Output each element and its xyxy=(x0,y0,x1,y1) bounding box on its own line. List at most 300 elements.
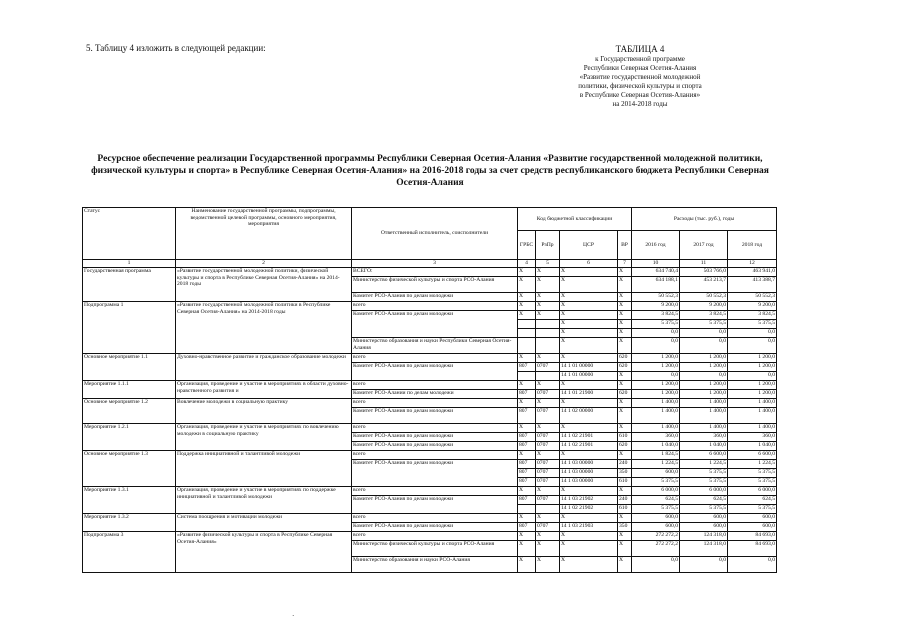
row-name: «Развитие физической культуры и спорта в Республике Северная Осетия-Алания» xyxy=(176,532,352,573)
cell-grbs: 807 xyxy=(518,478,536,487)
header-name: Наименование государственной программы, подпрограммы, ведомственной целевой программы, основного мероприятия, мероприятия xyxy=(176,208,352,260)
cell-2016: 1 200,0 xyxy=(632,354,680,363)
cell-csr: X xyxy=(560,557,618,573)
cell-grbs: X xyxy=(518,514,536,523)
cell-2016: 5 375,5 xyxy=(632,505,680,514)
cell-vr: 350 xyxy=(618,469,632,478)
table-row xyxy=(83,451,777,460)
column-number: 3 xyxy=(352,260,518,268)
row-name: Духовно-нравственное развитие и гражданское образование молодежи xyxy=(176,354,352,381)
cell-grbs xyxy=(518,372,536,381)
column-number: 2 xyxy=(176,260,352,268)
cell-rzpr: X xyxy=(536,424,560,433)
row-executor: Комитет РСО-Алания по делам молодежи xyxy=(352,408,518,424)
header-2018: 2018 год xyxy=(728,231,777,260)
cell-rzpr: 0707 xyxy=(536,496,560,505)
cell-rzpr: X xyxy=(536,514,560,523)
row-name: Система поощрения и мотивации молодежи xyxy=(176,514,352,532)
row-executor: Комитет РСО-Алания по делам молодежи xyxy=(352,433,518,442)
cell-rzpr: 0707 xyxy=(536,469,560,478)
cell-2018: 1 400,0 xyxy=(728,424,777,433)
cell-2016: 272 272,2 xyxy=(632,541,680,557)
cell-grbs: X xyxy=(518,557,536,573)
cell-grbs: X xyxy=(518,487,536,496)
intro-text: 5. Таблицу 4 изложить в следующей редакции: xyxy=(86,43,266,53)
cell-2016: 3 824,5 xyxy=(632,311,680,320)
cell-2017: 5 375,5 xyxy=(680,478,728,487)
cell-csr: X xyxy=(560,424,618,433)
cell-rzpr: 0707 xyxy=(536,442,560,451)
cell-2018: 0,0 xyxy=(728,329,777,338)
cell-vr: X xyxy=(618,293,632,302)
cell-2017: 600,0 xyxy=(680,514,728,523)
cell-csr: X xyxy=(560,320,618,329)
row-name: Организация, проведение и участие в мероприятиях в области духовно-нравственного развития и xyxy=(176,381,352,399)
cell-vr: X xyxy=(618,381,632,390)
cell-rzpr: X xyxy=(536,532,560,541)
header-status: Статус xyxy=(83,208,176,260)
column-number: 5 xyxy=(536,260,560,268)
header-grbs: ГРБС xyxy=(518,231,536,260)
row-executor: всего xyxy=(352,399,518,408)
cell-grbs: X xyxy=(518,424,536,433)
cell-2017: 1 200,0 xyxy=(680,381,728,390)
cell-grbs: 807 xyxy=(518,433,536,442)
cell-2017: 5 375,5 xyxy=(680,320,728,329)
cell-2017: 124 318,0 xyxy=(680,532,728,541)
cell-grbs: 807 xyxy=(518,460,536,469)
table-row xyxy=(83,302,777,311)
table-ref-line: «Развитие государственной молодежной xyxy=(579,73,701,81)
row-executor: Комитет РСО-Алания по делам молодежи xyxy=(352,460,518,487)
row-executor: всего xyxy=(352,487,518,496)
cell-2018: 0,0 xyxy=(728,338,777,354)
cell-grbs: 807 xyxy=(518,523,536,532)
cell-rzpr xyxy=(536,505,560,514)
header-expenses: Расходы (тыс. руб.), годы xyxy=(632,208,777,231)
table-number: ТАБЛИЦА 4 xyxy=(615,44,665,54)
row-status: Основное мероприятие 1.2 xyxy=(83,399,176,424)
cell-2018: 1 200,0 xyxy=(728,390,777,399)
row-name: Организация, проведение и участие в мероприятиях по вовлечению молодежи в социальную практику xyxy=(176,424,352,451)
cell-2018: 1 200,0 xyxy=(728,363,777,372)
cell-grbs: X xyxy=(518,302,536,311)
cell-grbs xyxy=(518,505,536,514)
header-2017: 2017 год xyxy=(680,231,728,260)
table-ref-line: Республики Северная Осетия-Алания xyxy=(583,64,697,72)
cell-rzpr xyxy=(536,338,560,354)
cell-2017: 453 213,7 xyxy=(680,277,728,293)
cell-csr: X xyxy=(560,311,618,320)
cell-vr: X xyxy=(618,329,632,338)
header-budget-code: Код бюджетной классификации xyxy=(518,208,632,231)
cell-2016: 600,0 xyxy=(632,523,680,532)
column-number: 1 xyxy=(83,260,176,268)
cell-2016: 5 375,5 xyxy=(632,320,680,329)
cell-2016: 50 552,3 xyxy=(632,293,680,302)
cell-grbs: X xyxy=(518,354,536,363)
cell-2017: 5 375,5 xyxy=(680,469,728,478)
column-number: 12 xyxy=(728,260,777,268)
cell-2017: 624,5 xyxy=(680,496,728,505)
cell-vr: 620 xyxy=(618,442,632,451)
resource-table xyxy=(82,207,777,573)
cell-vr: 610 xyxy=(618,505,632,514)
cell-vr: X xyxy=(618,451,632,460)
cell-vr: X xyxy=(618,557,632,573)
cell-rzpr: 0707 xyxy=(536,408,560,424)
cell-2017: 360,0 xyxy=(680,433,728,442)
cell-rzpr xyxy=(536,372,560,381)
row-executor: Комитет РСО-Алания по делам молодежи xyxy=(352,442,518,451)
cell-csr: 14 1 03 00000 xyxy=(560,469,618,478)
cell-grbs: X xyxy=(518,293,536,302)
cell-csr: X xyxy=(560,329,618,338)
cell-2017: 1 040,0 xyxy=(680,442,728,451)
cell-vr: X xyxy=(618,487,632,496)
cell-2016: 1 040,0 xyxy=(632,442,680,451)
cell-rzpr: X xyxy=(536,311,560,320)
row-name: «Развитие государственной молодежной политики в Республике Северная Осетия-Алания» на 2014-2018 годы xyxy=(176,302,352,354)
row-status: Основное мероприятие 1.1 xyxy=(83,354,176,381)
row-executor: ВСЕГО: xyxy=(352,268,518,277)
cell-2018: 6 600,0 xyxy=(728,451,777,460)
cell-2016: 1 224,5 xyxy=(632,460,680,469)
cell-vr: 610 xyxy=(618,478,632,487)
cell-vr: X xyxy=(618,268,632,277)
cell-2016: 1 824,5 xyxy=(632,451,680,460)
cell-2018: 5 375,5 xyxy=(728,320,777,329)
table-row xyxy=(83,354,777,363)
column-number: 10 xyxy=(632,260,680,268)
row-executor: всего xyxy=(352,451,518,460)
table-ref-line: в Республике Северная Осетия-Алания» xyxy=(579,91,701,99)
cell-csr: 14 1 03 21902 xyxy=(560,496,618,505)
header-2016: 2016 год xyxy=(632,231,680,260)
cell-grbs: 807 xyxy=(518,408,536,424)
cell-2016: 6 000,0 xyxy=(632,487,680,496)
cell-2016: 1 400,0 xyxy=(632,408,680,424)
cell-grbs: X xyxy=(518,277,536,293)
cell-2017: 503 766,0 xyxy=(680,268,728,277)
cell-rzpr: X xyxy=(536,293,560,302)
row-status: Подпрограмма 1 xyxy=(83,302,176,354)
cell-2018: 413 388,7 xyxy=(728,277,777,293)
page-mark: · xyxy=(292,612,295,620)
cell-2017: 3 824,5 xyxy=(680,311,728,320)
cell-csr: X xyxy=(560,514,618,523)
cell-csr: X xyxy=(560,487,618,496)
row-executor: Комитет РСО-Алания по делам молодежи xyxy=(352,496,518,514)
cell-vr: X xyxy=(618,338,632,354)
cell-csr: 14 1 03 00000 xyxy=(560,460,618,469)
row-executor: всего xyxy=(352,514,518,523)
row-status: Мероприятие 1.3.2 xyxy=(83,514,176,532)
cell-rzpr: 0707 xyxy=(536,478,560,487)
row-executor: Комитет РСО-Алания по делам молодежи xyxy=(352,293,518,302)
cell-2018: 1 224,5 xyxy=(728,460,777,469)
row-executor: Комитет РСО-Алания по делам молодежи xyxy=(352,363,518,381)
cell-csr: 14 1 03 21903 xyxy=(560,523,618,532)
cell-2016: 634 740,4 xyxy=(632,268,680,277)
cell-grbs: X xyxy=(518,532,536,541)
cell-2018: 1 400,0 xyxy=(728,408,777,424)
cell-rzpr: 0707 xyxy=(536,523,560,532)
cell-2016: 1 200,0 xyxy=(632,390,680,399)
cell-2017: 5 375,5 xyxy=(680,505,728,514)
cell-csr: X xyxy=(560,338,618,354)
cell-2017: 1 224,5 xyxy=(680,460,728,469)
column-number: 7 xyxy=(618,260,632,268)
cell-2017: 600,0 xyxy=(680,523,728,532)
row-name: Поддержка инициативной и талантливой молодежи xyxy=(176,451,352,487)
cell-rzpr: X xyxy=(536,541,560,557)
cell-2016: 1 200,0 xyxy=(632,381,680,390)
cell-2016: 0,0 xyxy=(632,557,680,573)
cell-2018: 600,0 xyxy=(728,523,777,532)
row-executor: всего xyxy=(352,354,518,363)
cell-vr: 620 xyxy=(618,363,632,372)
cell-vr: 620 xyxy=(618,390,632,399)
cell-csr: X xyxy=(560,532,618,541)
table-reference-block xyxy=(540,43,740,109)
cell-2017: 6 600,0 xyxy=(680,451,728,460)
table-row xyxy=(83,399,777,408)
table-header-row xyxy=(83,208,777,231)
cell-2017: 9 200,0 xyxy=(680,302,728,311)
row-executor: Министерство физической культуры и спорта РСО-Алания xyxy=(352,277,518,293)
cell-2017: 124 318,0 xyxy=(680,541,728,557)
cell-2016: 1 400,0 xyxy=(632,424,680,433)
cell-2016: 624,5 xyxy=(632,496,680,505)
row-status: Мероприятие 1.3.1 xyxy=(83,487,176,514)
cell-csr: 14 1 02 00000 xyxy=(560,408,618,424)
cell-2016: 0,0 xyxy=(632,338,680,354)
cell-2018: 1 040,0 xyxy=(728,442,777,451)
cell-grbs: X xyxy=(518,311,536,320)
row-name: Организация, проведение и участие в мероприятиях по поддержке инициативной и талантливой молодежи xyxy=(176,487,352,514)
cell-2018: 84 693,0 xyxy=(728,541,777,557)
cell-csr: X xyxy=(560,354,618,363)
cell-2018: 600,0 xyxy=(728,514,777,523)
cell-rzpr xyxy=(536,329,560,338)
cell-csr: 14 1 02 21902 xyxy=(560,505,618,514)
cell-2017: 1 200,0 xyxy=(680,354,728,363)
cell-vr: X xyxy=(618,532,632,541)
header-executor: Ответственный исполнитель, соисполнители xyxy=(352,208,518,260)
cell-csr: 14 1 03 00000 xyxy=(560,478,618,487)
table-row xyxy=(83,487,777,496)
cell-grbs: X xyxy=(518,399,536,408)
cell-grbs: X xyxy=(518,451,536,460)
cell-2017: 0,0 xyxy=(680,557,728,573)
cell-rzpr: 0707 xyxy=(536,363,560,372)
cell-vr: 240 xyxy=(618,460,632,469)
cell-rzpr: X xyxy=(536,354,560,363)
row-executor: всего xyxy=(352,424,518,433)
row-executor: Комитет РСО-Алания по делам молодежи xyxy=(352,523,518,532)
row-status: Основное мероприятие 1.3 xyxy=(83,451,176,487)
cell-2017: 1 200,0 xyxy=(680,363,728,372)
cell-2017: 1 400,0 xyxy=(680,399,728,408)
cell-vr: X xyxy=(618,424,632,433)
cell-vr: 240 xyxy=(618,496,632,505)
cell-2018: 5 375,5 xyxy=(728,469,777,478)
row-name: «Развитие государственной молодежной политики, физической культуры и спорта в Республике Северная Осетия-Алания» на 2014-2018 годы xyxy=(176,268,352,302)
cell-csr: 14 1 02 21901 xyxy=(560,442,618,451)
cell-2018: 84 693,0 xyxy=(728,532,777,541)
cell-grbs: 807 xyxy=(518,496,536,505)
table-row xyxy=(83,532,777,541)
cell-2016: 1 400,0 xyxy=(632,399,680,408)
cell-2018: 0,0 xyxy=(728,557,777,573)
cell-csr: 14 1 01 00000 xyxy=(560,363,618,372)
cell-rzpr: X xyxy=(536,268,560,277)
cell-csr: X xyxy=(560,268,618,277)
table-row xyxy=(83,381,777,390)
column-number: 11 xyxy=(680,260,728,268)
table-row xyxy=(83,268,777,277)
cell-rzpr: 0707 xyxy=(536,390,560,399)
cell-rzpr: X xyxy=(536,381,560,390)
cell-csr: X xyxy=(560,399,618,408)
cell-csr: X xyxy=(560,381,618,390)
cell-grbs: 807 xyxy=(518,390,536,399)
cell-2018: 3 824,5 xyxy=(728,311,777,320)
cell-grbs: 807 xyxy=(518,363,536,372)
cell-rzpr: X xyxy=(536,557,560,573)
cell-2018: 6 000,0 xyxy=(728,487,777,496)
cell-csr: 14 1 01 00000 xyxy=(560,372,618,381)
header-rzpr: РзПр xyxy=(536,231,560,260)
cell-2018: 1 200,0 xyxy=(728,354,777,363)
cell-vr: 610 xyxy=(618,433,632,442)
cell-csr: X xyxy=(560,277,618,293)
cell-rzpr: 0707 xyxy=(536,460,560,469)
cell-grbs xyxy=(518,338,536,354)
table-ref-line: на 2014-2018 годы xyxy=(612,100,668,108)
cell-2016: 9 200,0 xyxy=(632,302,680,311)
cell-2018: 9 200,0 xyxy=(728,302,777,311)
cell-2018: 0,0 xyxy=(728,372,777,381)
cell-vr: X xyxy=(618,302,632,311)
cell-2016: 634 188,1 xyxy=(632,277,680,293)
cell-2018: 624,5 xyxy=(728,496,777,505)
cell-rzpr: 0707 xyxy=(536,433,560,442)
cell-2017: 0,0 xyxy=(680,372,728,381)
cell-vr: X xyxy=(618,514,632,523)
cell-csr: 14 1 01 21900 xyxy=(560,390,618,399)
table-ref-line: к Государственной программе xyxy=(595,55,685,63)
cell-csr: X xyxy=(560,293,618,302)
cell-2018: 5 375,5 xyxy=(728,505,777,514)
cell-grbs: X xyxy=(518,381,536,390)
row-status: Мероприятие 1.1.1 xyxy=(83,381,176,399)
cell-2018: 5 375,5 xyxy=(728,478,777,487)
cell-grbs: X xyxy=(518,268,536,277)
cell-2017: 0,0 xyxy=(680,329,728,338)
cell-2017: 1 400,0 xyxy=(680,408,728,424)
cell-grbs: 807 xyxy=(518,442,536,451)
cell-grbs: X xyxy=(518,541,536,557)
header-csr: ЦСР xyxy=(560,231,618,260)
cell-vr: 350 xyxy=(618,523,632,532)
row-executor: Министерство образования и науки Республики Северная Осетия-Алания xyxy=(352,338,518,354)
table-row xyxy=(83,424,777,433)
row-executor: всего xyxy=(352,302,518,311)
cell-2018: 1 200,0 xyxy=(728,381,777,390)
column-numbers-row xyxy=(83,260,777,268)
column-number: 4 xyxy=(518,260,536,268)
row-executor: Комитет РСО-Алании по делам молодежи xyxy=(352,390,518,399)
cell-2016: 0,0 xyxy=(632,372,680,381)
cell-2017: 1 400,0 xyxy=(680,424,728,433)
cell-rzpr: X xyxy=(536,277,560,293)
cell-2016: 1 200,0 xyxy=(632,363,680,372)
cell-csr: X xyxy=(560,541,618,557)
row-executor: всего xyxy=(352,532,518,541)
cell-2016: 0,0 xyxy=(632,329,680,338)
row-name: Вовлечение молодежи в социальную практику xyxy=(176,399,352,424)
cell-rzpr: X xyxy=(536,451,560,460)
cell-grbs xyxy=(518,320,536,329)
cell-vr: X xyxy=(618,408,632,424)
cell-2018: 50 552,3 xyxy=(728,293,777,302)
cell-2016: 272 272,2 xyxy=(632,532,680,541)
cell-grbs: 807 xyxy=(518,469,536,478)
cell-grbs xyxy=(518,329,536,338)
row-executor: Министерство образования и науки РСО-Алания xyxy=(352,557,518,573)
cell-csr: X xyxy=(560,451,618,460)
cell-vr: X xyxy=(618,399,632,408)
cell-rzpr: X xyxy=(536,487,560,496)
header-vr: ВР xyxy=(618,231,632,260)
cell-vr: X xyxy=(618,541,632,557)
row-executor: Министерство физической культуры и спорта РСО-Алания xyxy=(352,541,518,557)
cell-vr: X xyxy=(618,311,632,320)
table-ref-line: политики, физической культуры и спорта xyxy=(578,82,702,90)
cell-rzpr: X xyxy=(536,302,560,311)
cell-2017: 50 552,3 xyxy=(680,293,728,302)
table-row xyxy=(83,514,777,523)
cell-vr: X xyxy=(618,372,632,381)
cell-2016: 600,0 xyxy=(632,469,680,478)
row-status: Государственная программа xyxy=(83,268,176,302)
cell-rzpr xyxy=(536,320,560,329)
cell-2016: 360,0 xyxy=(632,433,680,442)
cell-vr: 620 xyxy=(618,354,632,363)
cell-2016: 600,0 xyxy=(632,514,680,523)
cell-csr: X xyxy=(560,302,618,311)
cell-2017: 0,0 xyxy=(680,338,728,354)
cell-vr: X xyxy=(618,320,632,329)
document-title: Ресурсное обеспечение реализации Государственной программы Республики Северная Осетия-Алания «Развитие государственной молодежной политики, физической культуры и спорта» в Республике Северная Осетия-Алания» на 2016-2018 годы за счет средств республиканского бюджета Республики Северная Осетия-Алания xyxy=(91,154,769,188)
cell-2018: 463 941,0 xyxy=(728,268,777,277)
row-executor: Комитет РСО-Алания по делам молодежи xyxy=(352,311,518,338)
cell-csr: 14 1 02 21901 xyxy=(560,433,618,442)
cell-2016: 5 375,5 xyxy=(632,478,680,487)
row-status: Подпрограмма 3 xyxy=(83,532,176,573)
cell-2018: 1 400,0 xyxy=(728,399,777,408)
row-status: Мероприятие 1.2.1 xyxy=(83,424,176,451)
cell-2018: 360,0 xyxy=(728,433,777,442)
cell-2017: 1 200,0 xyxy=(680,390,728,399)
cell-2017: 6 000,0 xyxy=(680,487,728,496)
cell-vr: X xyxy=(618,277,632,293)
column-number: 6 xyxy=(560,260,618,268)
cell-rzpr: X xyxy=(536,399,560,408)
row-executor: всего xyxy=(352,381,518,390)
